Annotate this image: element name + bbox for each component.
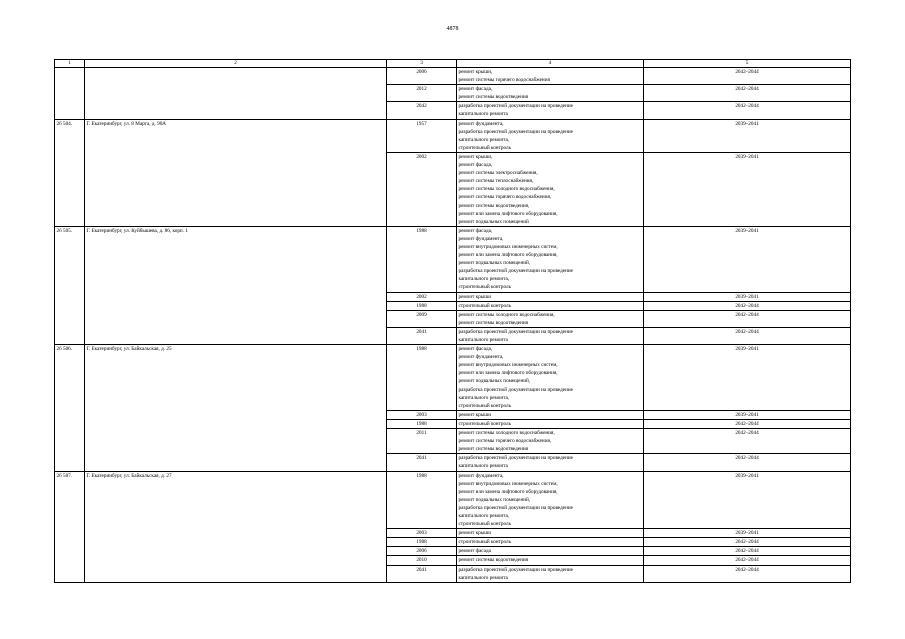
object-number: 26 504.	[55, 119, 85, 152]
object-address	[85, 419, 387, 428]
object-address	[85, 327, 387, 344]
work-type-line: ремонт системы водоотведения,	[458, 202, 530, 209]
object-number	[55, 538, 85, 547]
work-types	[457, 152, 644, 226]
table-row	[55, 85, 851, 102]
work-type-line: ремонт внутридомовых инженерных систем,	[458, 362, 558, 369]
work-type-line: капитального ремонта,	[458, 136, 510, 143]
table-row	[55, 538, 851, 547]
work-type-line: ремонт системы горячего водоснабжения,	[458, 438, 552, 445]
last-repair-year: 1988	[387, 538, 457, 547]
object-address	[85, 547, 387, 556]
object-number	[55, 529, 85, 538]
table-row	[55, 547, 851, 556]
planned-period: 2039–2041	[644, 471, 851, 529]
object-address	[85, 68, 387, 85]
work-types	[457, 119, 644, 152]
last-repair-year: 2009	[387, 310, 457, 327]
planned-period: 2039–2041	[644, 410, 851, 419]
object-number	[55, 310, 85, 327]
work-type-line: ремонт крыши	[458, 293, 491, 300]
object-number: 26 505.	[55, 226, 85, 292]
object-number	[55, 292, 85, 301]
object-number: 26 506.	[55, 345, 85, 411]
planned-period: 2039–2041	[644, 152, 851, 226]
last-repair-year: 2006	[387, 547, 457, 556]
table-row	[55, 471, 851, 529]
work-type-line: разработка проектной документации на проведение	[458, 386, 573, 393]
work-type-line: ремонт фундамента,	[458, 354, 504, 361]
work-types	[457, 529, 644, 538]
object-address	[85, 454, 387, 471]
object-number	[55, 454, 85, 471]
table-row	[55, 529, 851, 538]
planned-period: 2042–2044	[644, 85, 851, 102]
table-row	[55, 292, 851, 301]
work-type-line: ремонт системы водоотведения	[458, 557, 529, 564]
work-types	[457, 429, 644, 454]
column-number-row	[55, 60, 851, 68]
work-types	[457, 226, 644, 292]
work-type-line: разработка проектной документации на проведение	[458, 455, 573, 462]
last-repair-year: 2012	[387, 85, 457, 102]
work-type-line: ремонт крыши	[458, 530, 491, 537]
last-repair-year: 2041	[387, 565, 457, 582]
object-number	[55, 327, 85, 344]
work-type-line: капитального ремонта,	[458, 512, 510, 519]
planned-period: 2042–2044	[644, 454, 851, 471]
work-type-line: ремонт фасада,	[458, 227, 493, 234]
last-repair-year: 1988	[387, 301, 457, 310]
last-repair-year: 1988	[387, 471, 457, 529]
work-type-line: ремонт фасада,	[458, 162, 493, 169]
work-type-line: ремонт подвальных помещений,	[458, 260, 531, 267]
table-row	[55, 310, 851, 327]
planned-period: 2042–2044	[644, 565, 851, 582]
last-repair-year: 1988	[387, 226, 457, 292]
object-address	[85, 85, 387, 102]
work-type-line: разработка проектной документации на проведение	[458, 504, 573, 511]
work-type-line: разработка проектной документации на проведение	[458, 268, 573, 275]
planned-period: 2042–2044	[644, 429, 851, 454]
column-number: 5	[644, 60, 851, 68]
planned-period: 2042–2044	[644, 538, 851, 547]
planned-period: 2039–2041	[644, 226, 851, 292]
object-number	[55, 429, 85, 454]
work-type-line: ремонт системы теплоснабжения,	[458, 178, 534, 185]
object-number	[55, 565, 85, 582]
table-row	[55, 565, 851, 582]
work-types	[457, 410, 644, 419]
work-type-line: разработка проектной документации на проведение	[458, 103, 573, 110]
last-repair-year: 1988	[387, 345, 457, 411]
object-number	[55, 301, 85, 310]
last-repair-year: 2002	[387, 152, 457, 226]
work-types	[457, 538, 644, 547]
object-address: Г. Екатеринбург, ул. Байкальская, д. 25	[85, 345, 387, 411]
work-type-line: капитального ремонта	[458, 111, 508, 118]
work-type-line: ремонт системы холодного водоснабжения,	[458, 311, 555, 318]
work-type-line: ремонт фасада	[458, 548, 491, 555]
work-type-line: ремонт системы водоотведения	[458, 94, 529, 101]
work-type-line: капитального ремонта	[458, 574, 508, 581]
work-type-line: строительный контроль	[458, 420, 511, 427]
work-type-line: ремонт системы холодного водоснабжения,	[458, 186, 555, 193]
table-row	[55, 152, 851, 226]
work-type-line: ремонт системы горячего водоснабжения	[458, 77, 550, 84]
planned-period: 2042–2044	[644, 327, 851, 344]
object-address	[85, 310, 387, 327]
last-repair-year: 2002	[387, 292, 457, 301]
work-type-line: ремонт внутридомовых инженерных систем,	[458, 243, 558, 250]
work-types	[457, 565, 644, 582]
work-type-line: капитального ремонта	[458, 337, 508, 343]
column-number: 1	[55, 60, 85, 68]
column-number: 4	[457, 60, 644, 68]
work-types	[457, 454, 644, 471]
object-number	[55, 547, 85, 556]
work-type-line: разработка проектной документации на проведение	[458, 566, 573, 573]
object-number	[55, 556, 85, 565]
column-number: 3	[387, 60, 457, 68]
object-number	[55, 419, 85, 428]
object-address	[85, 102, 387, 119]
work-type-line: ремонт внутридомовых инженерных систем,	[458, 480, 558, 487]
object-number	[55, 102, 85, 119]
work-type-line: ремонт системы холодного водоснабжения,	[458, 430, 555, 437]
planned-period: 2042–2044	[644, 556, 851, 565]
planned-period: 2042–2044	[644, 419, 851, 428]
work-type-line: ремонт системы водоотведения	[458, 446, 529, 453]
last-repair-year: 1957	[387, 119, 457, 152]
planned-period: 2039–2041	[644, 529, 851, 538]
last-repair-year: 2011	[387, 429, 457, 454]
last-repair-year: 2003	[387, 529, 457, 538]
work-types	[457, 471, 644, 529]
work-type-line: ремонт подвальных помещений,	[458, 496, 531, 503]
table-row	[55, 327, 851, 344]
table-row	[55, 301, 851, 310]
work-type-line: ремонт фундамента,	[458, 120, 504, 127]
repair-schedule-table	[54, 59, 851, 583]
object-address: Г. Екатеринбург, ул. 8 Марта, д. 90А	[85, 119, 387, 152]
table-row	[55, 102, 851, 119]
work-types	[457, 547, 644, 556]
work-type-line: ремонт фундамента,	[458, 235, 504, 242]
last-repair-year: 2041	[387, 327, 457, 344]
work-type-line: капитального ремонта,	[458, 394, 510, 401]
work-types	[457, 345, 644, 411]
planned-period: 2042–2044	[644, 310, 851, 327]
work-type-line: ремонт системы электроснабжения,	[458, 170, 538, 177]
table-row	[55, 556, 851, 565]
table-row	[55, 410, 851, 419]
object-address: Г. Екатеринбург, ул. Байкальская, д. 27	[85, 471, 387, 529]
work-types	[457, 102, 644, 119]
work-type-line: ремонт фундамента,	[458, 472, 504, 479]
last-repair-year: 2003	[387, 410, 457, 419]
object-number	[55, 410, 85, 419]
table-row	[55, 454, 851, 471]
object-number	[55, 85, 85, 102]
work-types	[457, 68, 644, 85]
work-type-line: ремонт фасада,	[458, 86, 493, 93]
work-type-line: капитального ремонта	[458, 463, 508, 470]
planned-period: 2042–2044	[644, 547, 851, 556]
work-types	[457, 419, 644, 428]
planned-period: 2039–2041	[644, 292, 851, 301]
planned-period: 2039–2041	[644, 345, 851, 411]
column-number: 2	[85, 60, 387, 68]
object-address	[85, 301, 387, 310]
table-row	[55, 226, 851, 292]
work-type-line: разработка проектной документации на проведение	[458, 128, 573, 135]
work-type-line: строительный контроль	[458, 521, 511, 528]
planned-period: 2042–2044	[644, 68, 851, 85]
work-types	[457, 327, 644, 344]
work-type-line: ремонт системы водоотведения	[458, 319, 529, 326]
object-address	[85, 292, 387, 301]
work-types	[457, 292, 644, 301]
last-repair-year: 1988	[387, 419, 457, 428]
object-address	[85, 410, 387, 419]
object-address	[85, 556, 387, 565]
last-repair-year: 2010	[387, 556, 457, 565]
work-type-line: строительный контроль	[458, 402, 511, 409]
work-type-line: ремонт крыши,	[458, 153, 493, 160]
table-row	[55, 419, 851, 428]
work-type-line: строительный контроль	[458, 302, 511, 309]
work-type-line: ремонт подвальных помещений	[458, 218, 529, 225]
table-body	[55, 68, 851, 583]
object-number: 26 507.	[55, 471, 85, 529]
work-type-line: ремонт крыши,	[458, 69, 493, 75]
work-type-line: строительный контроль	[458, 284, 511, 291]
page-number: 4878	[446, 26, 459, 32]
work-type-line: ремонт или замена лифтового оборудования,	[458, 252, 558, 259]
object-address	[85, 538, 387, 547]
work-type-line: ремонт или замена лифтового оборудования,	[458, 370, 558, 377]
work-type-line: ремонт или замена лифтового оборудования,	[458, 488, 558, 495]
table-row	[55, 68, 851, 85]
work-type-line: ремонт крыши	[458, 411, 491, 418]
work-types	[457, 310, 644, 327]
object-address	[85, 565, 387, 582]
table-row	[55, 429, 851, 454]
object-number	[55, 68, 85, 85]
work-types	[457, 556, 644, 565]
table-row	[55, 345, 851, 411]
work-types	[457, 301, 644, 310]
last-repair-year: 2042	[387, 102, 457, 119]
object-address	[85, 529, 387, 538]
table-row	[55, 119, 851, 152]
work-type-line: строительный контроль	[458, 144, 511, 151]
last-repair-year: 2006	[387, 68, 457, 85]
work-type-line: ремонт или замена лифтового оборудования,	[458, 210, 558, 217]
planned-period: 2042–2044	[644, 301, 851, 310]
work-types	[457, 85, 644, 102]
work-type-line: ремонт фасада,	[458, 346, 493, 353]
work-type-line: ремонт системы горячего водоснабжения,	[458, 194, 552, 201]
object-address	[85, 429, 387, 454]
planned-period: 2039–2041	[644, 119, 851, 152]
work-type-line: разработка проектной документации на проведение	[458, 328, 573, 335]
work-type-line: ремонт подвальных помещений,	[458, 378, 531, 385]
object-number	[55, 152, 85, 226]
last-repair-year: 2041	[387, 454, 457, 471]
object-address: Г. Екатеринбург, ул. Куйбышева, д. 86, корп. 1	[85, 226, 387, 292]
object-address	[85, 152, 387, 226]
planned-period: 2042–2044	[644, 102, 851, 119]
work-type-line: капитального ремонта,	[458, 276, 510, 283]
work-type-line: строительный контроль	[458, 539, 511, 546]
